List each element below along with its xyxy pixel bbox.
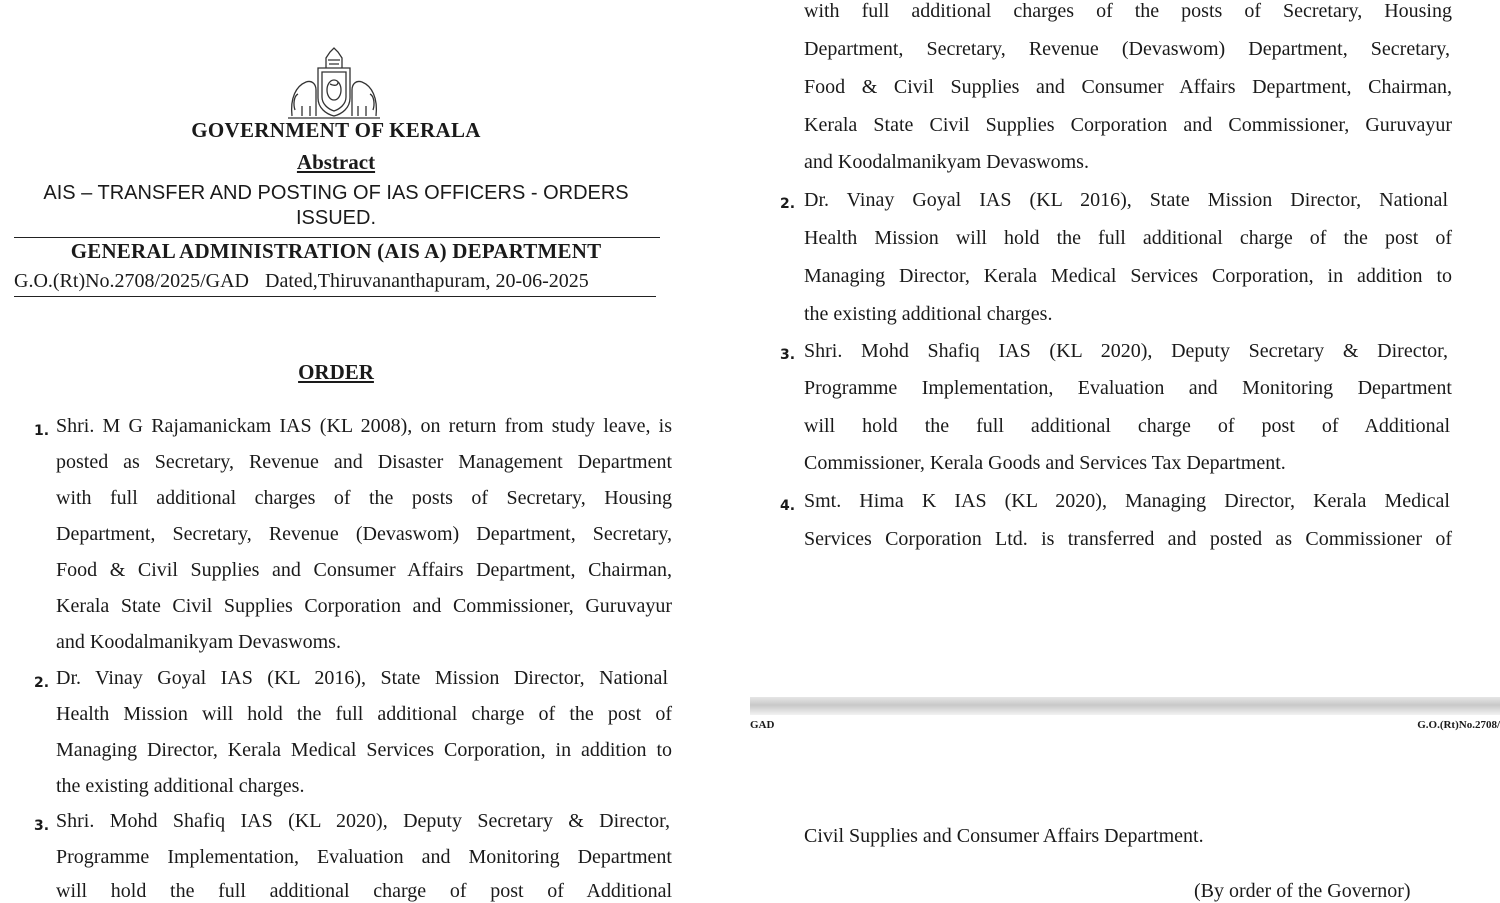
order-item-number: 2.: [34, 675, 50, 691]
order-item-number: 3.: [34, 818, 50, 834]
subject-heading: [30, 181, 642, 231]
order-item-line: Shri. Mohd Shafiq IAS (KL 2020), Deputy Secretary & Director,: [56, 810, 670, 832]
order-item-line: Shri. M G Rajamanickam IAS (KL 2008), on return from study leave, is: [56, 415, 672, 437]
order-item-line: Health Mission will hold the full additional charge of the post of: [56, 703, 672, 725]
order-item-line: Programme Implementation, Evaluation and Monitoring Department: [56, 846, 672, 868]
order-item-line: Food & Civil Supplies and Consumer Affairs Department, Chairman,: [56, 559, 672, 581]
order-item-line: Shri. Mohd Shafiq IAS (KL 2020), Deputy Secretary & Director,: [804, 340, 1448, 362]
order-item-line: with full additional charges of the posts of Secretary, Housing: [804, 0, 1452, 22]
order-item-line: Department, Secretary, Revenue (Devaswom) Department, Secretary,: [804, 38, 1450, 60]
order-item-line: the existing additional charges.: [804, 303, 1053, 325]
government-title: GOVERNMENT OF KERALA: [191, 118, 481, 142]
order-item-line: Dr. Vinay Goyal IAS (KL 2016), State Mission Director, National: [56, 667, 668, 689]
go-reference-line: [14, 270, 674, 293]
department-heading: GENERAL ADMINISTRATION (AIS A) DEPARTMENT: [70, 239, 602, 263]
order-item-line: Managing Director, Kerala Medical Services Corporation, in addition to: [804, 265, 1452, 287]
go-number: G.O.(Rt)No.2708/2025/GAD: [14, 270, 249, 292]
order-item-line: Department, Secretary, Revenue (Devaswom) Department, Secretary,: [56, 523, 672, 545]
divider: [14, 237, 660, 238]
order-item-line: Managing Director, Kerala Medical Services Corporation, in addition to: [56, 739, 672, 761]
closing-by-order: (By order of the Governor): [1194, 880, 1411, 902]
order-heading: ORDER: [298, 360, 374, 384]
go-date: Dated,Thiruvananthapuram, 20-06-2025: [265, 270, 589, 292]
document-page-left: [0, 0, 700, 900]
continuation-line: Civil Supplies and Consumer Affairs Department.: [804, 825, 1204, 847]
order-item-line: will hold the full additional charge of post of Additional: [56, 880, 672, 902]
subject-line: ISSUED.: [295, 207, 377, 229]
order-item-line: will hold the full additional charge of post of Additional: [804, 415, 1450, 437]
order-item-line: Food & Civil Supplies and Consumer Affairs Department, Chairman,: [804, 76, 1452, 98]
order-item-line: with full additional charges of the posts of Secretary, Housing: [56, 487, 672, 509]
order-item-line: Programme Implementation, Evaluation and Monitoring Department: [804, 377, 1452, 399]
kerala-state-emblem-icon: [286, 46, 382, 122]
order-item-line: and Koodalmanikyam Devaswoms.: [804, 151, 1089, 173]
abstract-label: Abstract: [296, 150, 376, 174]
order-item-line: Smt. Hima K IAS (KL 2020), Managing Director, Kerala Medical: [804, 490, 1450, 512]
order-item-number: 4.: [780, 498, 796, 514]
page-footer-left: GAD: [750, 719, 775, 731]
page-break-divider: [750, 697, 1500, 715]
order-item-line: the existing additional charges.: [56, 775, 305, 797]
order-item-line: and Koodalmanikyam Devaswoms.: [56, 631, 341, 653]
page-footer-right: G.O.(Rt)No.2708/: [1417, 719, 1500, 731]
order-item-line: Health Mission will hold the full additional charge of the post of: [804, 227, 1452, 249]
order-item-line: Commissioner, Kerala Goods and Services Tax Department.: [804, 452, 1286, 474]
order-item-number: 2.: [780, 196, 796, 212]
order-item-line: posted as Secretary, Revenue and Disaster Management Department: [56, 451, 672, 473]
order-item-number: 1.: [34, 423, 50, 439]
order-item-number: 3.: [780, 347, 796, 363]
order-item-line: Kerala State Civil Supplies Corporation and Commissioner, Guruvayur: [804, 114, 1452, 136]
order-item-line: Services Corporation Ltd. is transferred and posted as Commissioner of: [804, 528, 1452, 550]
document-page-right: [750, 0, 1500, 900]
order-item-line: Kerala State Civil Supplies Corporation and Commissioner, Guruvayur: [56, 595, 672, 617]
order-item-line: Dr. Vinay Goyal IAS (KL 2016), State Mission Director, National: [804, 189, 1448, 211]
divider: [14, 296, 656, 297]
subject-line: AIS – TRANSFER AND POSTING OF IAS OFFICERS - ORDERS: [43, 182, 629, 204]
